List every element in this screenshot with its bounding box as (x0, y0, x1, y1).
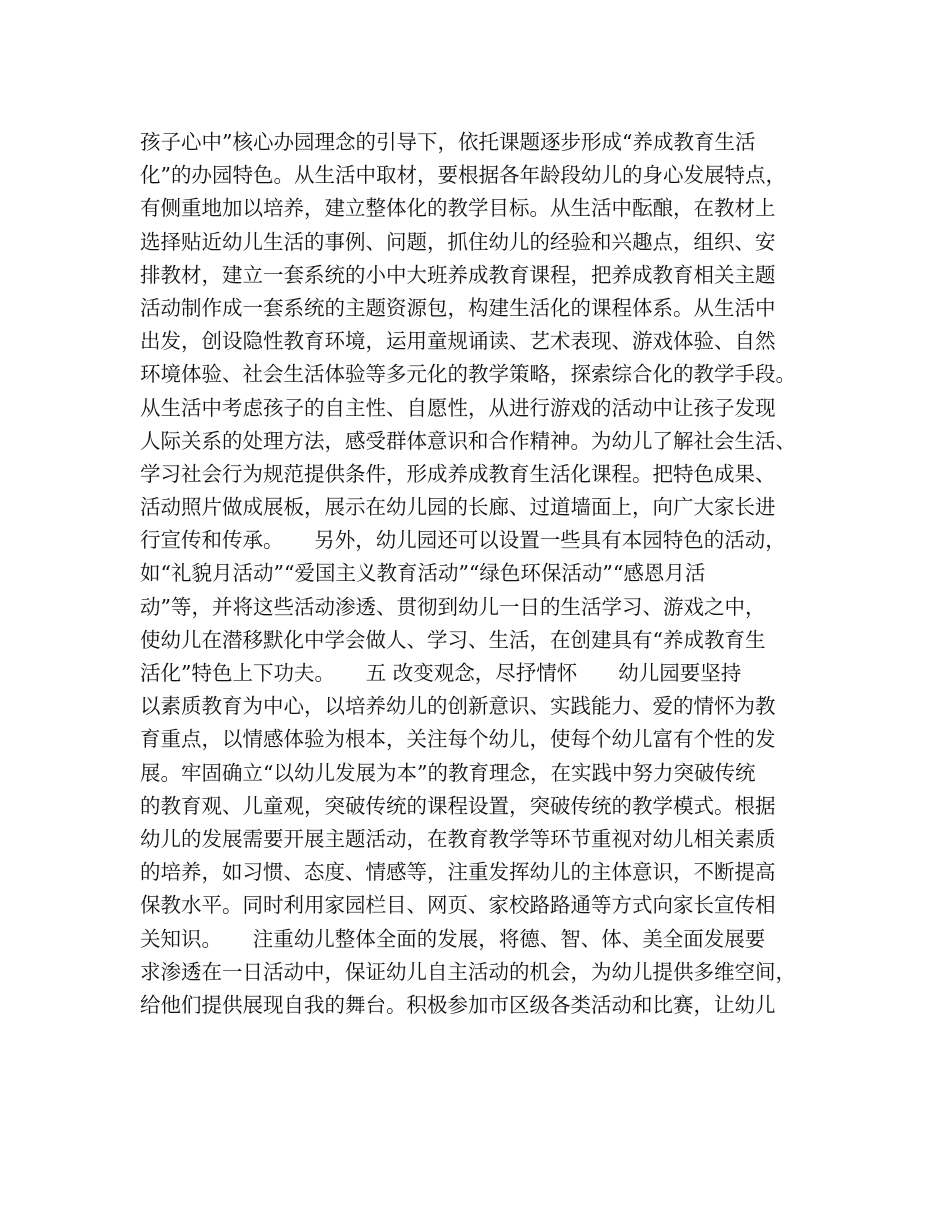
text-line: 选择贴近幼儿生活的事例、问题，抓住幼儿的经验和兴趣点，组织、安 (140, 229, 776, 254)
text-line: 环境体验、社会生活体验等多元化的教学策略，探索综合化的教学手段。 (140, 362, 796, 387)
text-line: 化”的办园特色。从生活中取材，要根据各年龄段幼儿的身心发展特点， (140, 163, 786, 188)
text-line: 以素质教育为中心，以培养幼儿的创新意识、实践能力、爱的情怀为教 (140, 694, 776, 719)
text-line: 展。牢固确立“以幼儿发展为本”的教育理念，在实践中努力突破传统 (140, 760, 756, 785)
text-line: 如“礼貌月活动”“爱国主义教育活动”“绿色环保活动”“感恩月活 (140, 561, 706, 586)
text-line: 的教育观、儿童观，突破传统的课程设置，突破传统的教学模式。根据 (140, 793, 776, 818)
text-line: 有侧重地加以培养，建立整体化的教学目标。从生活中酝酿，在教材上 (140, 196, 776, 221)
text-line: 孩子心中”核心办园理念的引导下，依托课题逐步形成“养成教育生活 (140, 130, 756, 154)
text-line: 保教水平。同时利用家园栏目、网页、家校路路通等方式向家长宣传相 (140, 893, 776, 918)
text-line: 排教材，建立一套系统的小中大班养成教育课程，把养成教育相关主题 (140, 262, 776, 287)
text-line: 关知识。 注重幼儿整体全面的发展，将德、智、体、美全面发展要 (140, 926, 766, 951)
text-line: 活动照片做成展板，展示在幼儿园的长廊、过道墙面上，向广大家长进 (140, 495, 776, 520)
text-line: 行宣传和传承。 另外，幼儿园还可以设置一些具有本园特色的活动， (140, 528, 786, 553)
text-line: 活动制作成一套系统的主题资源包，构建生活化的课程体系。从生活中 (140, 295, 776, 320)
text-line: 给他们提供展现自我的舞台。积极参加市区级各类活动和比赛，让幼儿 (140, 992, 776, 1017)
text-line: 动”等，并将这些活动渗透、贯彻到幼儿一日的生活学习、游戏之中， (140, 594, 766, 619)
text-line: 从生活中考虑孩子的自主性、自愿性，从进行游戏的活动中让孩子发现 (140, 395, 776, 420)
text-line: 学习社会行为规范提供条件，形成养成教育生活化课程。把特色成果、 (140, 461, 776, 486)
text-line: 活化”特色上下功夫。 五 改变观念，尽抒情怀 幼儿园要坚持 (140, 661, 742, 685)
body-text (140, 126, 840, 1022)
text-line: 出发，创设隐性教育环境，运用童规诵读、艺术表现、游戏体验、自然 (140, 329, 776, 354)
text-line: 的培养，如习惯、态度、情感等，注重发挥幼儿的主体意识，不断提高 (140, 860, 776, 885)
text-line: 人际关系的处理方法，感受群体意识和合作精神。为幼儿了解社会生活、 (140, 428, 796, 453)
text-line: 求渗透在一日活动中，保证幼儿自主活动的机会，为幼儿提供多维空间， (140, 959, 796, 984)
text-line: 育重点，以情感体验为根本，关注每个幼儿，使每个幼儿富有个性的发 (140, 727, 776, 752)
text-line: 使幼儿在潜移默化中学会做人、学习、生活，在创建具有“养成教育生 (140, 627, 766, 652)
text-line: 幼儿的发展需要开展主题活动，在教育教学等环节重视对幼儿相关素质 (140, 826, 776, 851)
